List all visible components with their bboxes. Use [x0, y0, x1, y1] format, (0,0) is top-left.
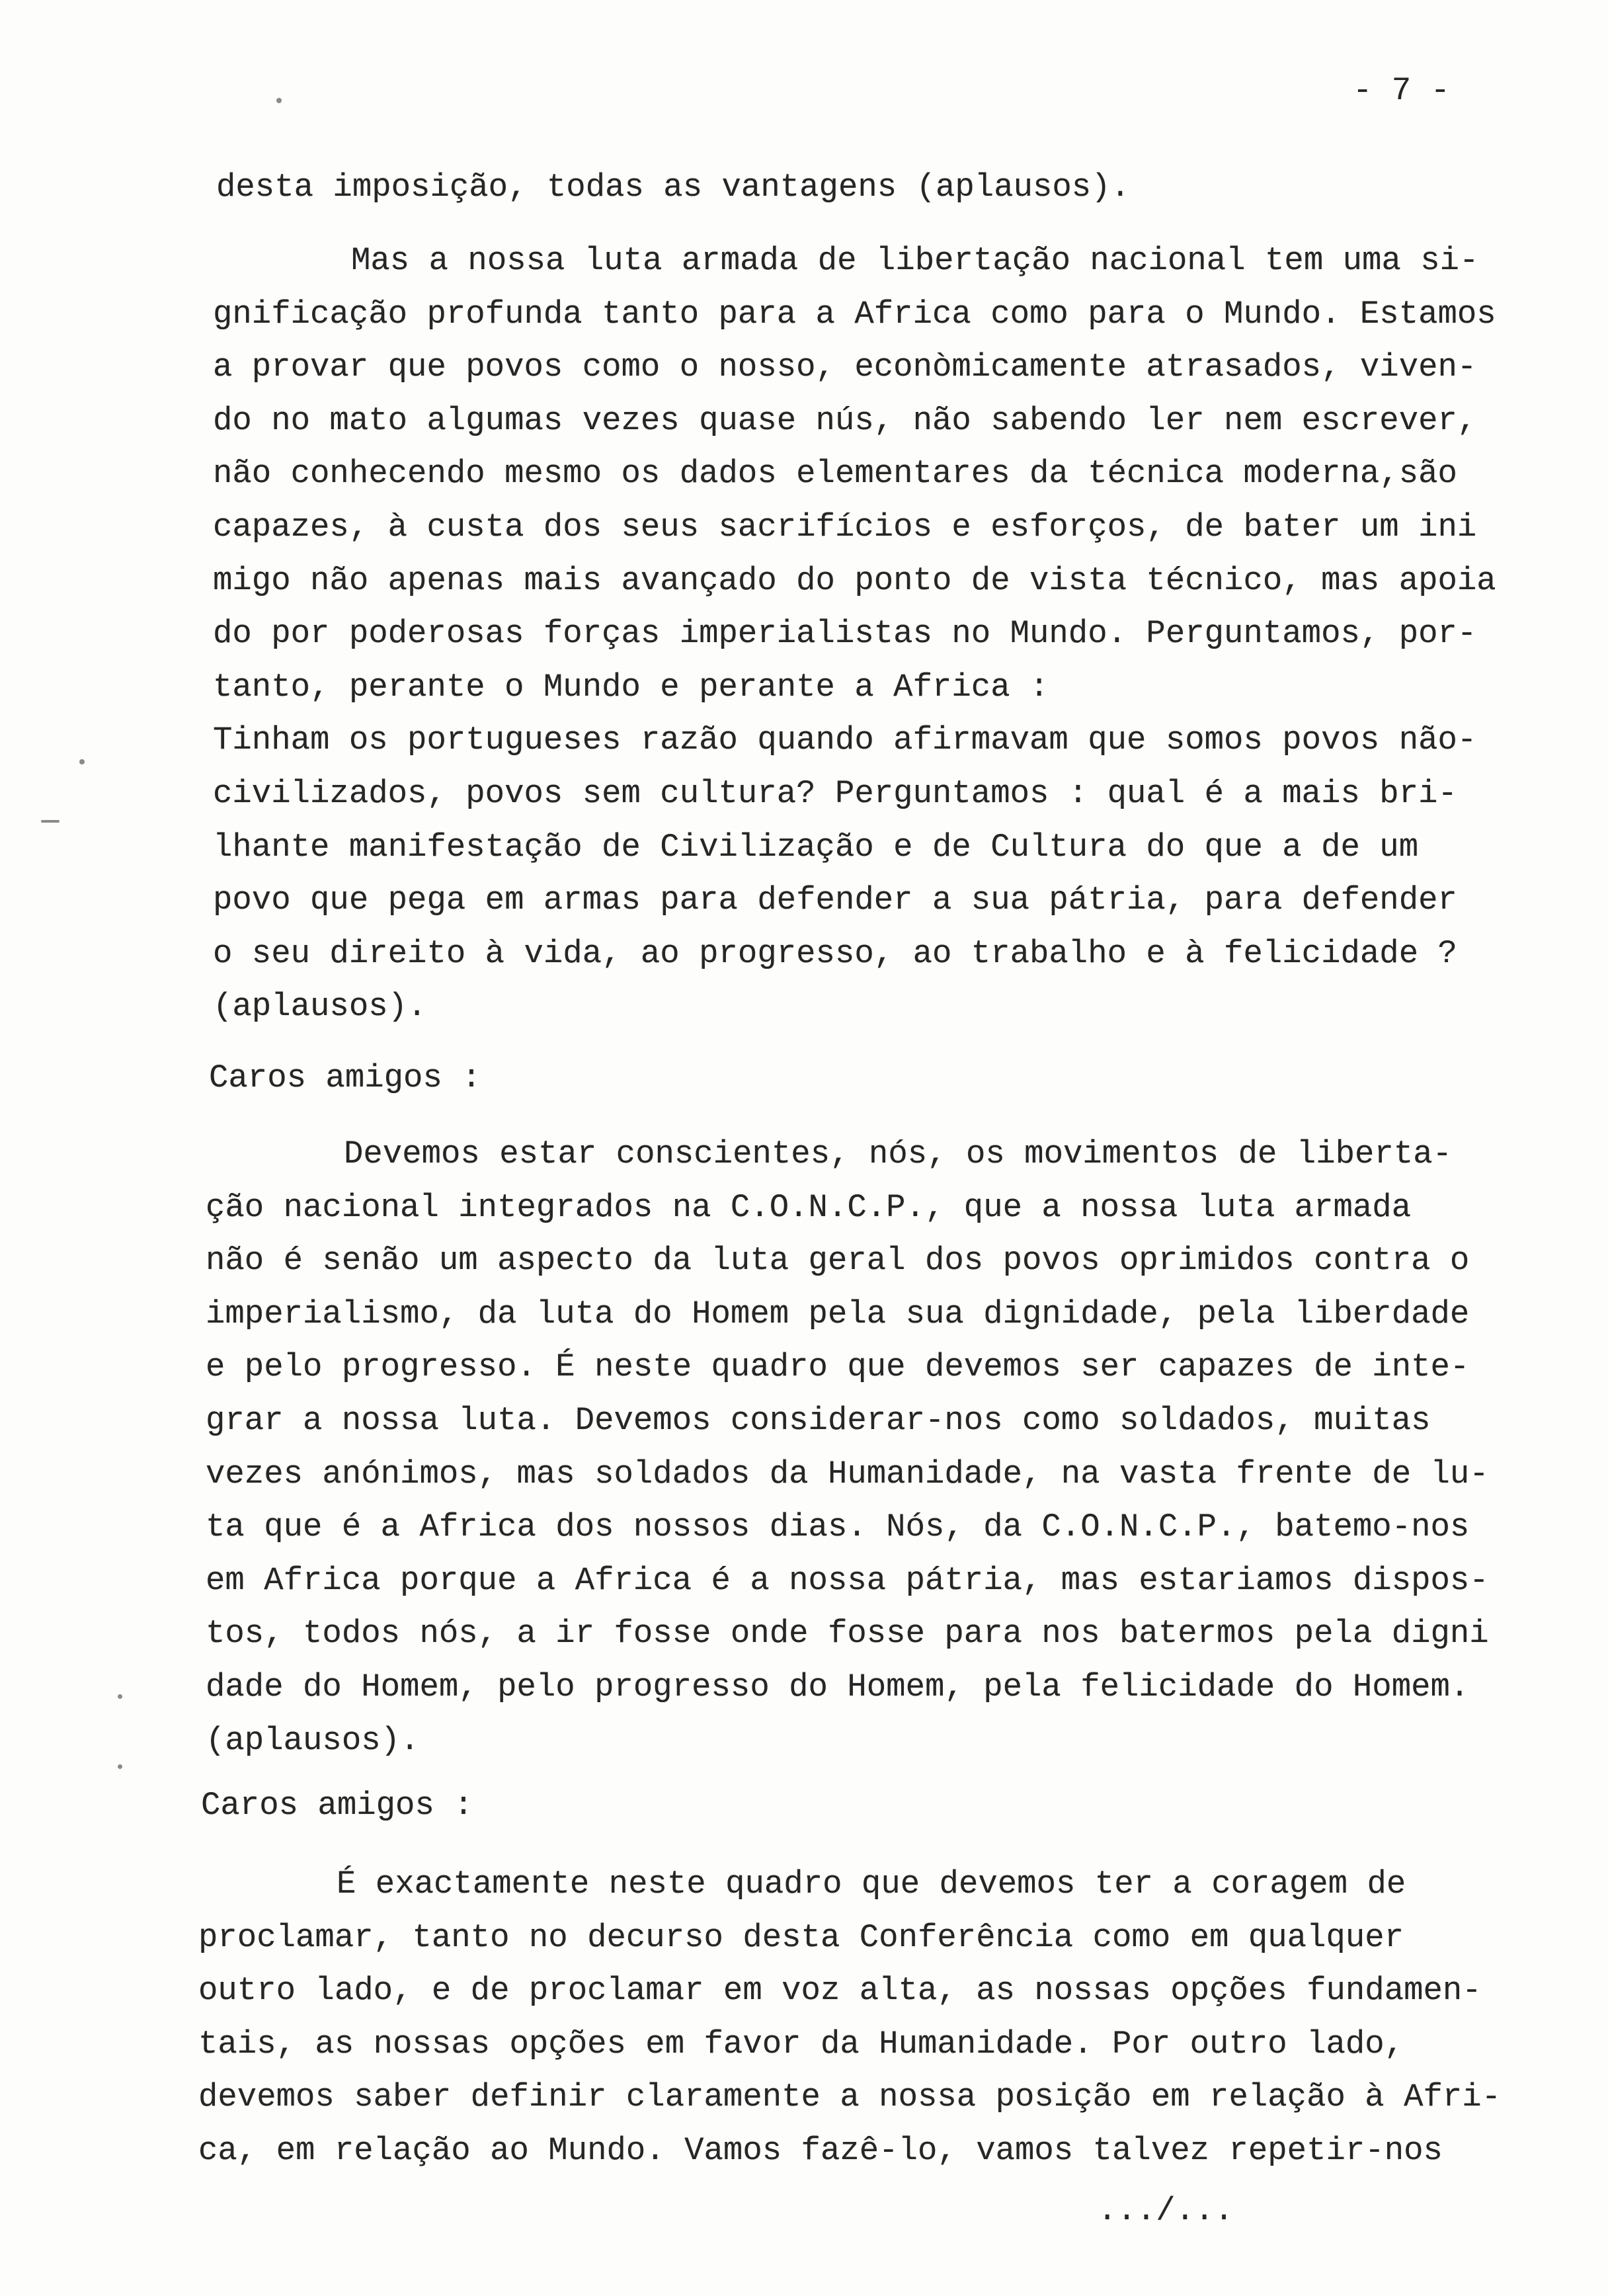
text-line: migo não apenas mais avançado do ponto de vista técnico, mas apoia — [213, 561, 1496, 599]
text-line: do por poderosas forças imperialistas no Mundo. Perguntamos, por- — [213, 615, 1477, 653]
continuation-marker — [1098, 2184, 1234, 2238]
text-line: gnificação profunda tanto para a Africa como para o Mundo. Estamos — [213, 295, 1496, 333]
text-line: tos, todos nós, a ir fosse onde fosse para nos batermos pela digni — [206, 1615, 1489, 1653]
text-line: tanto, perante o Mundo e perante a Africa : — [213, 668, 1049, 706]
page-number-text: - 7 - — [1353, 72, 1451, 109]
text-line: Caros amigos : — [209, 1059, 481, 1096]
paragraph — [213, 234, 1496, 1034]
text-line: vezes anónimos, mas soldados da Humanidade, na vasta frente de lu- — [206, 1455, 1489, 1493]
text-line: o seu direito à vida, ao progresso, ao trabalho e à felicidade ? — [213, 934, 1457, 972]
text-line: ca, em relação ao Mundo. Vamos fazê-lo, vamos talvez repetir-nos — [198, 2131, 1443, 2169]
text-line: Caros amigos : — [201, 1787, 473, 1824]
text-line: imperialismo, da luta do Homem pela sua dignidade, pela liberdade — [206, 1295, 1470, 1332]
text-line: proclamar, tanto no decurso desta Conferência como em qualquer — [198, 1918, 1404, 1956]
scan-speck — [118, 1764, 122, 1769]
text-line: outro lado, e de proclamar em voz alta, as nossas opções fundamen- — [198, 1972, 1482, 2010]
text-line: Tinham os portugueses razão quando afirmavam que somos povos não- — [213, 721, 1477, 759]
text-line: e pelo progresso. É neste quadro que devemos ser capazes de inte- — [206, 1348, 1470, 1386]
text-line: devemos saber definir claramente a nossa posição em relação à Afri- — [198, 2078, 1502, 2116]
text-line: civilizados, povos sem cultura? Perguntamos : qual é a mais bri- — [213, 774, 1457, 812]
text-line: É exactamente neste quadro que devemos ter a coragem de — [337, 1866, 1406, 1903]
text-line: tais, as nossas opções em favor da Humanidade. Por outro lado, — [198, 2025, 1404, 2063]
paragraph — [198, 1858, 1501, 2178]
text-line: (aplausos). — [206, 1721, 420, 1759]
text-line: Mas a nossa luta armada de libertação nacional tem uma si- — [351, 242, 1479, 279]
scan-speck — [118, 1694, 122, 1699]
text-line: desta imposição, todas as vantagens (aplausos). — [216, 169, 1131, 206]
scan-speck — [79, 759, 85, 764]
paragraph — [216, 161, 1130, 214]
text-line: a provar que povos como o nosso, econòmicamente atrasados, viven- — [213, 348, 1477, 386]
page-number — [1353, 64, 1450, 118]
text-line: em Africa porque a Africa é a nossa pátria, mas estariamos dispos- — [206, 1561, 1489, 1599]
text-line: Devemos estar conscientes, nós, os movimentos de liberta- — [344, 1135, 1453, 1172]
text-line: não conhecendo mesmo os dados elementares da técnica moderna,são — [213, 455, 1457, 493]
text-line: lhante manifestação de Civilização e de Cultura do que a de um — [213, 828, 1419, 866]
scan-speck — [41, 820, 60, 823]
text-line: dade do Homem, pelo progresso do Homem, pela felicidade do Homem. — [206, 1668, 1470, 1705]
text-line: capazes, à custa dos seus sacrifícios e esforços, de bater um ini — [213, 508, 1477, 546]
text-line: (aplausos). — [213, 988, 427, 1026]
text-line: povo que pega em armas para defender a sua pátria, para defender — [213, 882, 1457, 919]
text-line: do no mato algumas vezes quase nús, não sabendo ler nem escrever, — [213, 401, 1477, 439]
text-line: não é senão um aspecto da luta geral dos povos oprimidos contra o — [206, 1242, 1470, 1280]
continuation-text: .../... — [1098, 2192, 1234, 2229]
salutation — [201, 1779, 473, 1832]
paragraph — [206, 1128, 1489, 1767]
text-line: ta que é a Africa dos nossos dias. Nós, da C.O.N.C.P., batemo-nos — [206, 1508, 1470, 1546]
salutation — [209, 1051, 481, 1105]
text-line: ção nacional integrados na C.O.N.C.P., que a nossa luta armada — [206, 1188, 1412, 1226]
scan-speck — [276, 98, 282, 103]
text-line: grar a nossa luta. Devemos considerar-nos como soldados, muitas — [206, 1401, 1431, 1439]
